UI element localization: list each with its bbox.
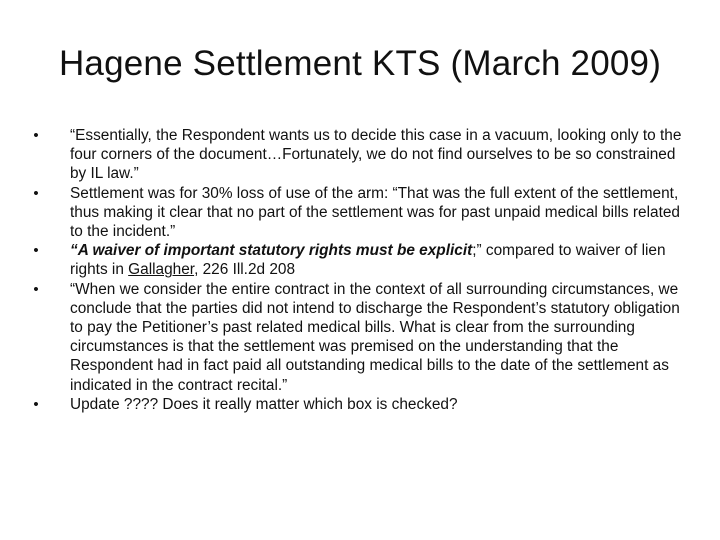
bullet-item-update-question: [28, 395, 688, 414]
slide-title: Hagene Settlement KTS (March 2009): [58, 44, 662, 83]
bullet-marker: •: [33, 184, 39, 202]
comparison-text: ;” compared to waiver of lien rights in: [70, 242, 666, 279]
bullet-list: [28, 126, 688, 414]
bullet-marker: •: [33, 127, 39, 144]
bullet-marker: •: [33, 242, 39, 260]
bullet-text: Settlement was for 30% loss of use of the arm: “That was the full extent of the settlement, thus making it clear that no part of the settlement was for past unpaid medical bills related to the incident.”: [70, 184, 680, 241]
emphasized-quote: “A waiver of important statutory rights must be explicit: [70, 242, 473, 260]
bullet-item-contract-context: [28, 280, 688, 395]
bullet-item-waiver-rule: [28, 241, 688, 279]
bullet-item-settlement-scope: [28, 184, 688, 242]
case-citation: , 226 Ill.2d 208: [194, 261, 296, 279]
bullet-marker: •: [33, 395, 39, 413]
bullet-text: “Essentially, the Respondent wants us to decide this case in a vacuum, looking only to the four corners of the document…Fortunately, we do not find ourselves to be so constrained by IL law.”: [70, 127, 682, 183]
bullet-item-vacuum-quote: [28, 126, 688, 184]
bullet-text: “When we consider the entire contract in the context of all surrounding circumstances, we conclude that the parties did not intend to discharge the Respondent’s statutory obligation to pay the Petitioner’s past related medical bills. What is clear from the surrounding circumstances is that the settlement was premised on the understanding that the Respondent had in fact paid all outstanding medical bills to the date of the settlement as indicated in the contract recital.”: [70, 280, 680, 394]
case-name: Gallagher: [128, 261, 195, 279]
bullet-marker: •: [33, 280, 39, 298]
bullet-text: Update ???? Does it really matter which box is checked?: [70, 395, 458, 413]
